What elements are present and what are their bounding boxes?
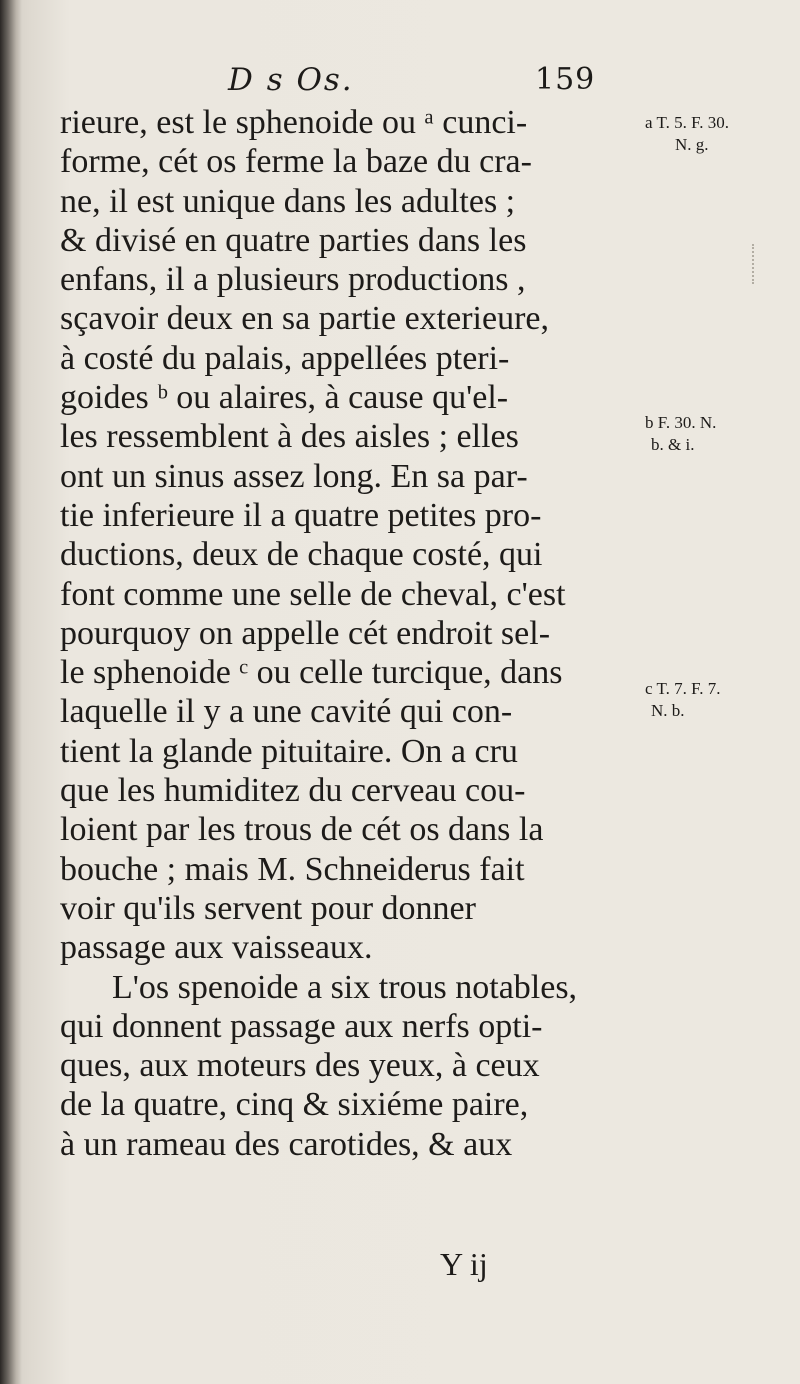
body-text (60, 103, 630, 1164)
page-header (60, 62, 620, 102)
text-line: les ressemblent à des aisles ; elles (60, 418, 519, 456)
text-line: ne, il est unique dans les adultes ; (60, 182, 516, 220)
text-line: à un rameau des carotides, & aux (60, 1125, 513, 1163)
catchword: Y ij (440, 1246, 488, 1282)
margin-mark (752, 244, 760, 284)
margin-note-line: a T. 5. F. 30. (645, 113, 729, 132)
text-line: laquelle il y a une cavité qui con- (60, 693, 513, 731)
text-line: rieure, est le sphenoide ou ᵃ cunci- (60, 104, 528, 141)
text-line: à costé du palais, appellées pteri- (60, 339, 510, 377)
text-line: passage aux vaisseaux. (60, 929, 373, 967)
margin-note-line: N. b. (651, 701, 685, 720)
margin-note-line: b. & i. (651, 435, 695, 454)
text-line: qui donnent passage aux nerfs opti- (60, 1007, 543, 1045)
text-line: tient la glande pituitaire. On a cru (60, 732, 518, 770)
margin-note-c (645, 678, 720, 722)
text-line: ductions, deux de chaque costé, qui (60, 536, 543, 574)
margin-note-line: N. g. (675, 135, 709, 154)
text-line: que les humiditez du cerveau cou- (60, 772, 526, 810)
text-line: sçavoir deux en sa partie exterieure, (60, 300, 549, 338)
text-line: loient par les trous de cét os dans la (60, 811, 544, 849)
text-line: pourquoy on appelle cét endroit sel- (60, 614, 551, 652)
margin-note-a (645, 112, 729, 156)
running-title: D s Os. (228, 62, 354, 98)
text-line: goides ᵇ ou alaires, à cause qu'el- (60, 379, 509, 417)
margin-note-b (645, 412, 716, 456)
margin-note-line: c T. 7. F. 7. (645, 679, 721, 698)
text-line: bouche ; mais M. Schneiderus fait (60, 850, 525, 888)
text-line: le sphenoide ᶜ ou celle turcique, dans (60, 654, 563, 692)
text-line: voir qu'ils servent pour donner (60, 889, 476, 927)
text-line: tie inferieure il a quatre petites pro- (60, 496, 542, 534)
text-line: enfans, il a plusieurs productions , (60, 261, 526, 299)
margin-note-line: b F. 30. N. (645, 413, 717, 432)
paragraph-first-line: L'os spenoide a six trous notables, (112, 968, 578, 1006)
text-line: de la quatre, cinq & sixiéme paire, (60, 1086, 529, 1124)
text-line: & divisé en quatre parties dans les (60, 221, 527, 259)
text-line: ont un sinus assez long. En sa par- (60, 457, 528, 495)
text-line: font comme une selle de cheval, c'est (60, 575, 566, 613)
binding-gutter (0, 0, 22, 1384)
text-line: ques, aux moteurs des yeux, à ceux (60, 1047, 540, 1085)
text-line: forme, cét os ferme la baze du cra- (60, 143, 532, 181)
page-number: 159 (535, 62, 596, 97)
